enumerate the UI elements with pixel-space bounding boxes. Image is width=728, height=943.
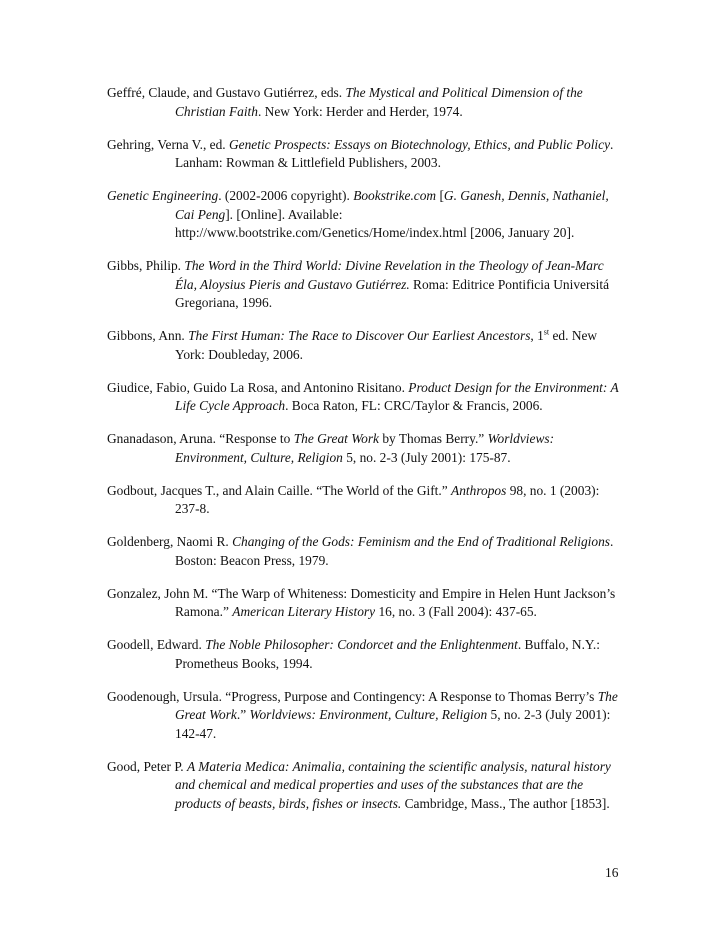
- entry-text: . Boston: Beacon Press, 1979.: [175, 534, 614, 568]
- entry-text: , 1: [530, 328, 544, 343]
- entry-text: . (2002-2006 copyright).: [218, 188, 354, 203]
- bibliography-entry: [107, 688, 627, 744]
- entry-text: . Boca Raton, FL: CRC/Taylor & Francis, 2006.: [285, 398, 543, 413]
- entry-italic-text: Genetic Prospects: Essays on Biotechnology, Ethics, and Public Policy: [228, 136, 611, 152]
- bibliography-entry: [107, 533, 627, 570]
- page-number: 16: [605, 865, 619, 880]
- entry-italic-text: A Materia Medica: Animalia, containing the scientific analysis, natural history and chemical and medical properties and uses of the substances that are the products of beasts, birds, fishes or insects.: [175, 758, 611, 811]
- entry-text: Gehring, Verna V., ed.: [107, 136, 229, 152]
- entry-text: Good, Peter P.: [107, 758, 187, 774]
- entry-italic-text: G. Ganesh, Dennis, Nathaniel, Cai Peng: [175, 188, 609, 222]
- entry-text: Gibbons, Ann.: [107, 328, 189, 343]
- bibliography-list: [107, 84, 627, 828]
- entry-text: 98, no. 1 (2003): 237-8.: [175, 482, 600, 516]
- entry-superscript: st: [543, 327, 550, 337]
- entry-italic-text: The Word in the Third World: Divine Revelation in the Theology of Jean-Marc Éla, Aloysius Pieris and Gustavo Gutiérrez.: [175, 258, 604, 292]
- entry-text: Goldenberg, Naomi R.: [107, 534, 233, 549]
- entry-italic-text: American Literary History: [232, 604, 376, 619]
- bibliography-entry: [107, 430, 627, 467]
- entry-text: Gonzalez, John M. “The Warp of Whiteness: Domesticity and Empire in Helen Hunt Jackson’s Ramona.”: [107, 585, 616, 619]
- entry-text: ed. New York: Doubleday, 2006.: [175, 328, 598, 362]
- entry-italic-text: The Great Work: [175, 688, 618, 722]
- entry-text: Goodell, Edward.: [107, 637, 206, 652]
- bibliography-entry: [107, 84, 627, 121]
- bibliography-entry: [107, 136, 627, 173]
- entry-text: 16, no. 3 (Fall 2004): 437-65.: [375, 604, 537, 619]
- entry-text: Cambridge, Mass., The author [1853].: [401, 795, 610, 811]
- entry-text: . Buffalo, N.Y.: Prometheus Books, 1994.: [175, 637, 600, 671]
- entry-text: 5, no. 2-3 (July 2001): 142-47.: [175, 707, 611, 741]
- entry-text: . Lanham: Rowman & Littlefield Publishers, 2003.: [175, 136, 614, 170]
- bibliography-entry: [107, 187, 627, 243]
- bibliography-entry: [107, 257, 627, 313]
- entry-text: Gibbs, Philip.: [107, 258, 185, 273]
- entry-text: by Thomas Berry.”: [379, 431, 488, 446]
- bibliography-entry: [107, 327, 627, 364]
- bibliography-entry: [107, 585, 627, 622]
- bibliography-entry: [107, 482, 627, 519]
- entry-text: . New York: Herder and Herder, 1974.: [257, 103, 463, 119]
- entry-italic-text: Product Design for the Environment: A Life Cycle Approach: [175, 379, 619, 413]
- entry-text: 5, no. 2-3 (July 2001): 175-87.: [342, 449, 511, 465]
- entry-italic-text: Bookstrike.com: [353, 188, 437, 203]
- entry-italic-text: The Great Work: [293, 431, 379, 446]
- entry-text: .”: [236, 707, 250, 722]
- entry-text: Roma: Editrice Pontificia Universitá Gregoriana, 1996.: [175, 276, 610, 310]
- entry-italic-text: Anthropos: [451, 482, 507, 498]
- entry-text: Gnanadason, Aruna. “Response to: [107, 431, 294, 446]
- entry-italic-text: Genetic Engineering: [107, 188, 219, 203]
- entry-text: Giudice, Fabio, Guido La Rosa, and Antonino Risitano.: [107, 379, 409, 395]
- entry-italic-text: Changing of the Gods: Feminism and the End of Traditional Religions: [232, 534, 610, 549]
- entry-text: ]. [Online]. Available: http://www.bootstrike.com/Genetics/Home/index.html [2006, January 20].: [175, 206, 575, 240]
- entry-italic-text: The Noble Philosopher: Condorcet and the Enlightenment: [205, 637, 518, 652]
- entry-italic-text: Worldviews: Environment, Culture, Religion: [249, 707, 488, 722]
- bibliography-entry: [107, 758, 627, 814]
- bibliography-entry: [107, 379, 627, 416]
- entry-italic-text: Worldviews: Environment, Culture, Religion: [175, 431, 555, 465]
- entry-italic-text: The Mystical and Political Dimension of the Christian Faith: [175, 85, 583, 119]
- entry-text: Godbout, Jacques T., and Alain Caille. “The World of the Gift.”: [107, 482, 452, 498]
- bibliography-entry: [107, 636, 627, 673]
- entry-text: Geffré, Claude, and Gustavo Gutiérrez, eds.: [107, 85, 346, 100]
- entry-text: Goodenough, Ursula. “Progress, Purpose and Contingency: A Response to Thomas Berry’s: [107, 688, 598, 704]
- entry-italic-text: The First Human: The Race to Discover Our Earliest Ancestors: [188, 328, 531, 343]
- entry-text: [: [436, 188, 444, 203]
